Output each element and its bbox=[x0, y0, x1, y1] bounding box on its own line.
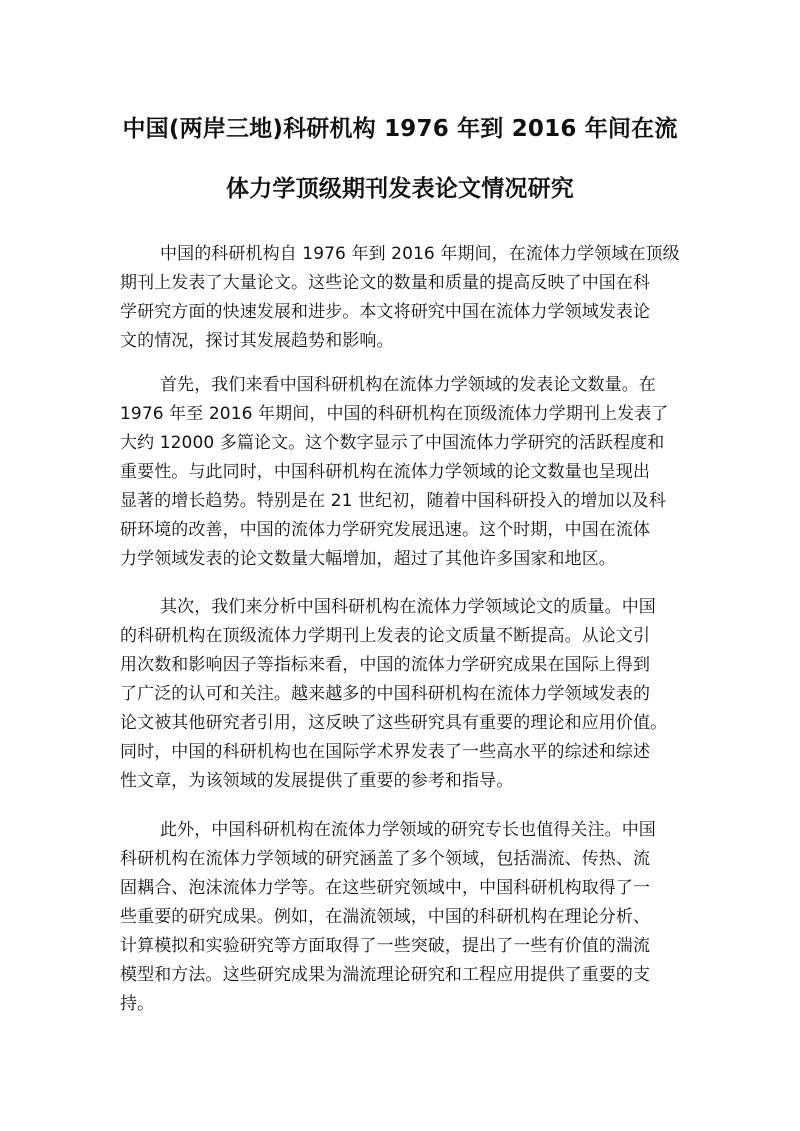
paragraph-1-line-4: 文的情况，探讨其发展趋势和影响。 bbox=[120, 331, 394, 351]
paragraph-3-line-2: 的科研机构在顶级流体力学期刊上发表的论文质量不断提高。从论文引 bbox=[120, 626, 651, 646]
paragraph-4-line-1: 此外，中国科研机构在流体力学领域的研究专长也值得关注。中国 bbox=[160, 820, 656, 840]
paragraph-4-line-7: 持。 bbox=[120, 994, 155, 1014]
paragraph-3-line-6: 同时，中国的科研机构也在国际学术界发表了一些高水平的综述和综述 bbox=[120, 742, 651, 762]
document-title-line-1: 中国(两岸三地)科研机构 1976 年到 2016 年间在流 bbox=[122, 116, 678, 142]
paragraph-2-line-1: 首先，我们来看中国科研机构在流体力学领域的发表论文数量。在 bbox=[160, 375, 656, 395]
paragraph-4-line-3: 固耦合、泡沫流体力学等。在这些研究领域中，中国科研机构取得了一 bbox=[120, 878, 651, 898]
paragraph-4-line-6: 模型和方法。这些研究成果为湍流理论研究和工程应用提供了重要的支 bbox=[120, 965, 651, 985]
paragraph-4-line-2: 科研机构在流体力学领域的研究涵盖了多个领域，包括湍流、传热、流 bbox=[120, 849, 651, 869]
paragraph-2-line-3: 大约 12000 多篇论文。这个数字显示了中国流体力学研究的活跃程度和 bbox=[120, 433, 665, 453]
paragraph-3-line-4: 了广泛的认可和关注。越来越多的中国科研机构在流体力学领域发表的 bbox=[120, 684, 651, 704]
paragraph-3-line-3: 用次数和影响因子等指标来看，中国的流体力学研究成果在国际上得到 bbox=[120, 655, 651, 675]
paragraph-4-line-5: 计算模拟和实验研究等方面取得了一些突破，提出了一些有价值的湍流 bbox=[120, 936, 651, 956]
paragraph-1-line-1: 中国的科研机构自 1976 年到 2016 年期间，在流体力学领域在顶级 bbox=[160, 244, 680, 264]
paragraph-2-line-4: 重要性。与此同时，中国科研机构在流体力学领域的论文数量也呈现出 bbox=[120, 462, 651, 482]
paragraph-2-line-5: 显著的增长趋势。特别是在 21 世纪初，随着中国科研投入的增加以及科 bbox=[120, 491, 666, 511]
paragraph-3-line-1: 其次，我们来分析中国科研机构在流体力学领域论文的质量。中国 bbox=[160, 597, 656, 617]
paragraph-4-line-4: 些重要的研究成果。例如，在湍流领域，中国的科研机构在理论分析、 bbox=[120, 907, 651, 927]
paragraph-2-line-2: 1976 年至 2016 年期间，中国的科研机构在顶级流体力学期刊上发表了 bbox=[120, 404, 669, 424]
paragraph-3-line-7: 性文章，为该领域的发展提供了重要的参考和指导。 bbox=[120, 771, 514, 791]
paragraph-2-line-6: 研环境的改善，中国的流体力学研究发展迅速。这个时期，中国在流体 bbox=[120, 520, 651, 540]
paragraph-1-line-3: 学研究方面的快速发展和进步。本文将研究中国在流体力学领域发表论 bbox=[120, 302, 651, 322]
paragraph-1-line-2: 期刊上发表了大量论文。这些论文的数量和质量的提高反映了中国在科 bbox=[120, 273, 651, 293]
document-title-line-2: 体力学顶级期刊发表论文情况研究 bbox=[226, 176, 574, 202]
paragraph-3-line-5: 论文被其他研究者引用，这反映了这些研究具有重要的理论和应用价值。 bbox=[120, 713, 668, 733]
paragraph-2-line-7: 力学领域发表的论文数量大幅增加，超过了其他许多国家和地区。 bbox=[120, 549, 616, 569]
